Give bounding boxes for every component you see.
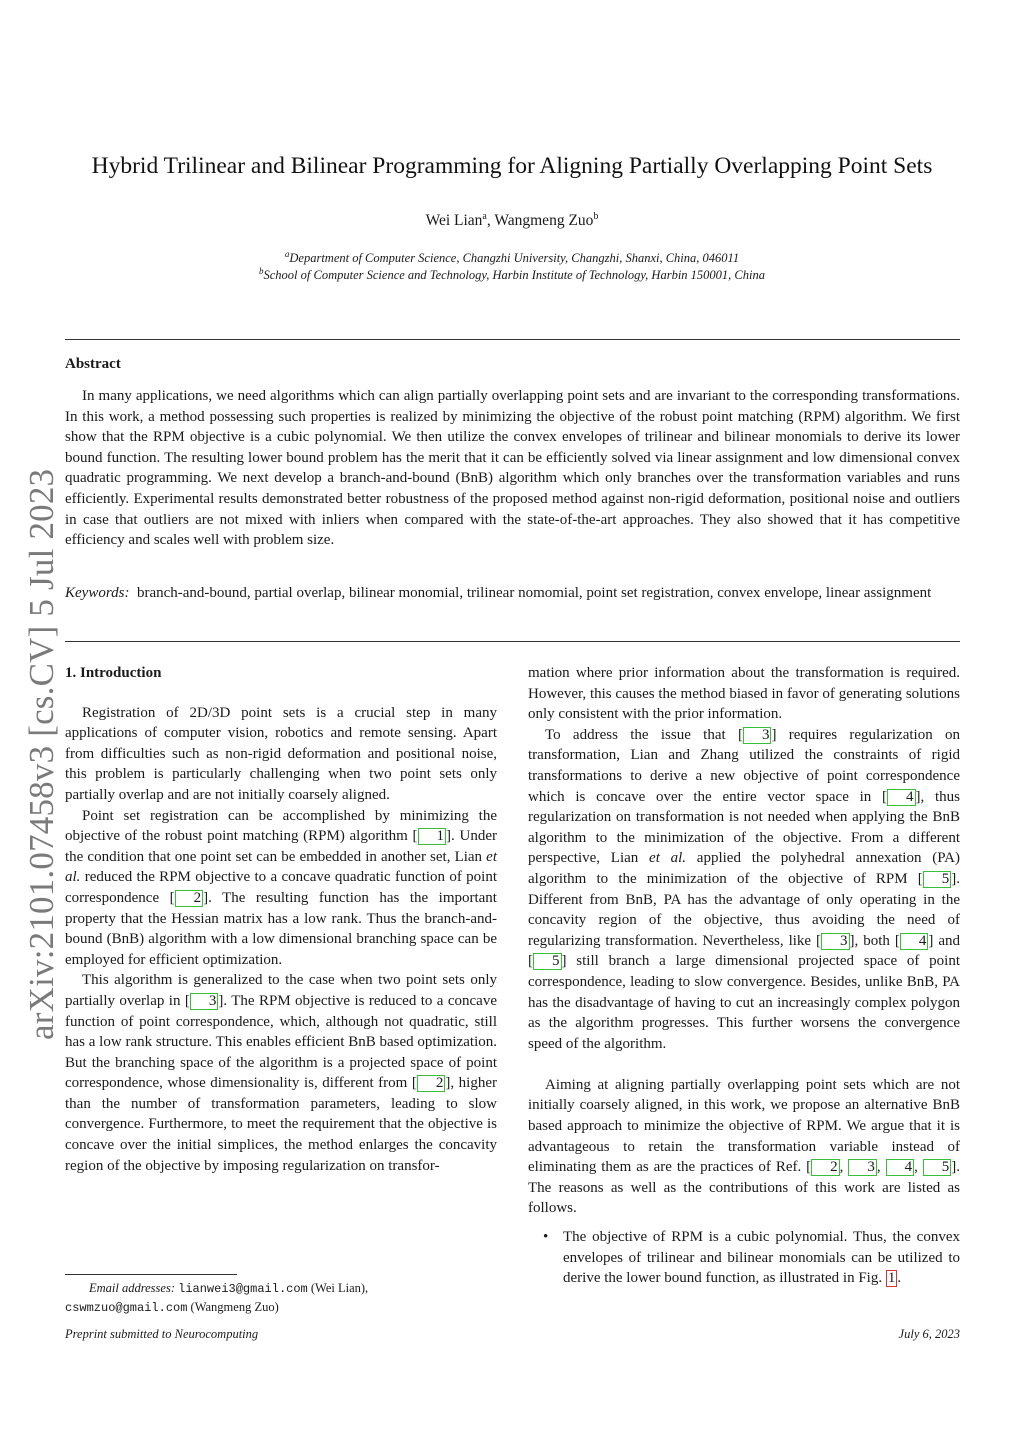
keywords-label: Keywords: — [65, 585, 130, 601]
affiliation-b — [0, 263, 1024, 283]
citation-link[interactable]: 5 — [923, 1159, 952, 1176]
abstract-heading: Abstract — [65, 356, 121, 372]
citation-link[interactable]: 3 — [190, 993, 219, 1010]
text-run: This algorithm is generalized to the case when two point sets only partially overlap in — [65, 972, 497, 1009]
citation-link[interactable]: 3 — [743, 727, 772, 744]
text-run: et al. — [649, 850, 687, 867]
citation-link[interactable]: 5 — [533, 953, 562, 970]
intro-paragraph-3-cont: mation where prior information about the transformation is required. However, this causes the method biased in favor of generating solutions only consistent with the prior information. — [528, 665, 960, 723]
arxiv-stamp: arXiv:2101.07458v3 [cs.CV] 5 Jul 2023 — [22, 468, 61, 1040]
author-mark: a — [482, 211, 487, 222]
email-link[interactable]: cswmzuo@gmail.com — [65, 1301, 188, 1315]
footnote-name: (Wei Lian), — [310, 1281, 369, 1295]
citation-link[interactable]: 2 — [417, 1075, 446, 1092]
intro-paragraph-5: Aiming at aligning partially overlapping point sets which are not initially coarsely aligned, in this work, we propose an alternative BnB based approach to minimize the objective of RPM. We argue that it is advantageous to retain the transformation variable instead of eliminating them as are the practices of Ref. [ 2 , 3 , 4 , 5 ]. The reasons as well as the contributions of this work are listed as follows. — [528, 1076, 961, 1217]
text-run: To address the issue that — [545, 726, 738, 743]
citation-link[interactable]: 4 — [887, 789, 916, 806]
text-run: . — [897, 1270, 902, 1287]
citation-link[interactable]: 2 — [175, 890, 204, 907]
intro-paragraph-1: Registration of 2D/3D point sets is a crucial step in many applications of computer vision, robotics and remote sensing. Apart from difficulties such as non-rigid deformation and positional noise, this problem is particularly challenging when two point sets only partially overlap and are not initially coarsely aligned. — [65, 704, 497, 803]
right-column — [528, 663, 960, 1289]
text-run: reduced the RPM objective to a concave quadratic function of point correspondence — [65, 869, 497, 906]
citation-link[interactable]: 3 — [821, 933, 850, 950]
footnote-line-1 — [65, 1279, 505, 1298]
keywords-text: branch-and-bound, partial overlap, bilinear monomial, trilinear nomomial, point set registration, convex envelope, linear assignment — [136, 585, 932, 601]
text-run: requires regularization on transformation, Lian and Zhang utilized the constraints of rigid transformations to derive a new objective of point correspondence which is concave over the entire vector space in — [528, 726, 960, 805]
footnote-rule — [65, 1274, 237, 1275]
bullet-item — [528, 1227, 960, 1289]
text-run: and — [933, 932, 960, 949]
text-run: Aiming at aligning partially overlapping point sets which are not initially coarsely aligned, in this work, we propose an alternative BnB based approach to minimize the objective of RPM. We argue that it is advantageous to retain the transformation variable instead of eliminating them as are the practices of Ref. — [528, 1076, 960, 1176]
affiliation-mark: a — [284, 249, 290, 259]
figure-link[interactable]: 1 — [887, 1270, 896, 1287]
text-run: et al. — [65, 848, 497, 886]
text-run: , thus regularization on transformation is not needed when applying the BnB algorithm to the minimization of the objective. From a different perspective, Lian — [528, 788, 960, 867]
text-run: . The resulting function has the important property that the Hessian matrix has a low rank. Thus the branch-and-bound (BnB) algorithm with a low dimensional branching space can be employed for efficient optimization. — [65, 889, 497, 968]
text-run: . Under the condition that one point set can be embedded in another set, Lian — [65, 828, 497, 865]
divider-bottom — [65, 641, 960, 642]
footnote-label: Email addresses: — [89, 1281, 175, 1295]
affiliation-text: Department of Computer Science, Changzhi University, Changzhi, Shanxi, China, 046011 — [289, 251, 740, 266]
section-heading: 1. Introduction — [65, 665, 162, 681]
text-run: still branch a large dimensional projected space of point correspondence, leading to slow convergence. Besides, unlike BnB, PA has the disadvantage of having to cut an increasingly complex polygon as the algorithm progresses. This further worsens the convergence speed of the algorithm. — [528, 953, 960, 1052]
author-name: Wangmeng Zuo — [494, 212, 594, 230]
intro-paragraph-2: Point set registration can be accomplished by minimizing the objective of the robust point matching (RPM) algorithm [ 1 ]. Under the condition that one point set can be embedded in another set, Lian et al. reduced the RPM objective to a concave quadratic function of point correspondence [ 2 ]. The resulting function has the important property that the Hessian matrix has a low rank. Thus the branch-and-bound (BnB) algorithm with a low dimensional branching space can be employed for efficient optimization. — [65, 807, 497, 968]
affiliation-text: School of Computer Science and Technology, Harbin Institute of Technology, Harbin 150001, China — [263, 268, 765, 283]
text-run: . The reasons as well as the contributions of this work are listed as follows. — [528, 1159, 961, 1217]
footnote — [65, 1279, 505, 1317]
abstract-text: In many applications, we need algorithms which can align partially overlapping point sets and are invariant to the corresponding transformations. In this work, a method possessing such properties is realized by minimizing the objective of the robust point matching (RPM) algorithm. We first show that the RPM objective is a cubic polynomial. We then utilize the convex envelopes of trilinear and bilinear monomials to derive its lower bound function. The resulting lower bound problem has the merit that it can be efficiently solved via linear assignment and low dimensional convex quadratic programming. We next develop a branch-and-bound (BnB) algorithm which only branches over the transformation variables and runs efficiently. Experimental results demonstrated better robustness of the proposed method against non-rigid deformation, positional noise and outliers in case that outliers are not mixed with inliers when compared with the state-of-the-art approaches. They also showed that it has competitive efficiency and scales well with problem size. — [65, 388, 960, 549]
spacer — [528, 1219, 960, 1227]
author-list: Wei Lian$^a$, Wangmeng Zuo$^b$ — [425, 211, 599, 230]
author-name: Wei Lian — [425, 212, 483, 230]
affiliation-mark: b — [259, 266, 264, 276]
citation-link[interactable]: 4 — [900, 933, 929, 950]
paragraph-gap — [528, 1054, 960, 1075]
bullet-dot: • — [543, 1229, 549, 1246]
author-mark: b — [593, 211, 599, 222]
citation-link[interactable]: 1 — [418, 828, 447, 845]
text-run: Point set registration can be accomplished by minimizing the objective of the robust point matching (RPM) algorithm — [65, 807, 497, 845]
keywords — [65, 583, 945, 604]
intro-paragraph-3: This algorithm is generalized to the case when two point sets only partially overlap in [ 3 ]. The RPM objective is reduced to a concave function of point correspondence, which, although not quadratic, still has a low rank structure. This enables efficient BnB based optimization. But the branching space of the algorithm is a projected space of point correspondence, whose dimensionality is, different from [ 2 ], higher than the number of transformation parameters, leading to slow convergence. Furthermore, to meet the requirement that the objective is concave over the initial simplices, the method enlarges the concavity region of the objective by imposing regularization on transfor- — [65, 972, 497, 1174]
footnote-name: (Wangmeng Zuo) — [190, 1300, 279, 1314]
text-run: The objective of RPM is a cubic polynomial. Thus, the convex envelopes of trilinear and bilinear monomials can be utilized to derive the lower bound function, as illustrated in Fig. — [563, 1229, 960, 1287]
citation-link[interactable]: 5 — [923, 871, 952, 888]
text-run: . Different from BnB, PA has the advantage of only operating in the concavity region of the objective, thus avoiding the need of regularizing transformation. Nevertheless, like — [528, 870, 960, 949]
text-run: , both — [854, 932, 895, 949]
text-run: applied the polyhedral annexation (PA) algorithm to the minimization of the objective of RPM — [528, 850, 961, 887]
text-run: . The RPM objective is reduced to a concave function of point correspondence, which, although not quadratic, still has a low rank structure. This enables efficient BnB based optimization. But the branching space of the algorithm is a projected space of point correspondence, whose dimensionality is, different from — [65, 992, 497, 1092]
footnote-line-2 — [65, 1298, 505, 1317]
citation-link[interactable]: 2 — [811, 1159, 840, 1176]
divider-top — [65, 339, 960, 340]
left-column — [65, 663, 497, 1176]
footer-date: July 6, 2023 — [898, 1327, 960, 1341]
citation-link[interactable]: 4 — [886, 1159, 915, 1176]
intro-paragraph-4: To address the issue that [ 3 ] requires regularization on transformation, Lian and Zhang utilized the constraints of rigid transformations to derive a new objective of point correspondence which is concave over the entire vector space in [ 4 ], thus regularization on transformation is not needed when applying the BnB algorithm to the minimization of the objective. From a different perspective, Lian et al. applied the polyhedral annexation (PA) algorithm to the minimization of the objective of RPM [ 5 ]. Different from BnB, PA has the advantage of only operating in the concavity region of the objective, thus avoiding the need of regularizing transformation. Nevertheless, like [ 3 ], both [ 4 ] and [ 5 ] still branch a large dimensional projected space of point correspondence, leading to slow convergence. Besides, unlike BnB, PA has the disadvantage of having to cut an increasingly complex polygon as the algorithm progresses. This further worsens the convergence speed of the algorithm. — [528, 726, 961, 1052]
citation-link[interactable]: 3 — [848, 1159, 877, 1176]
paper-title: Hybrid Trilinear and Bilinear Programming for Aligning Partially Overlapping Point Sets — [91, 153, 933, 179]
text-run: , higher than the number of transformation parameters, leading to slow convergence. Furthermore, to meet the requirement that the objective is concave over the initial simplices, the method enlarges the concavity region of the objective by imposing regularization on transfor- — [65, 1075, 497, 1174]
email-link[interactable]: lianwei3@gmail.com — [178, 1282, 308, 1296]
footer-preprint: Preprint submitted to Neurocomputing — [65, 1327, 259, 1341]
